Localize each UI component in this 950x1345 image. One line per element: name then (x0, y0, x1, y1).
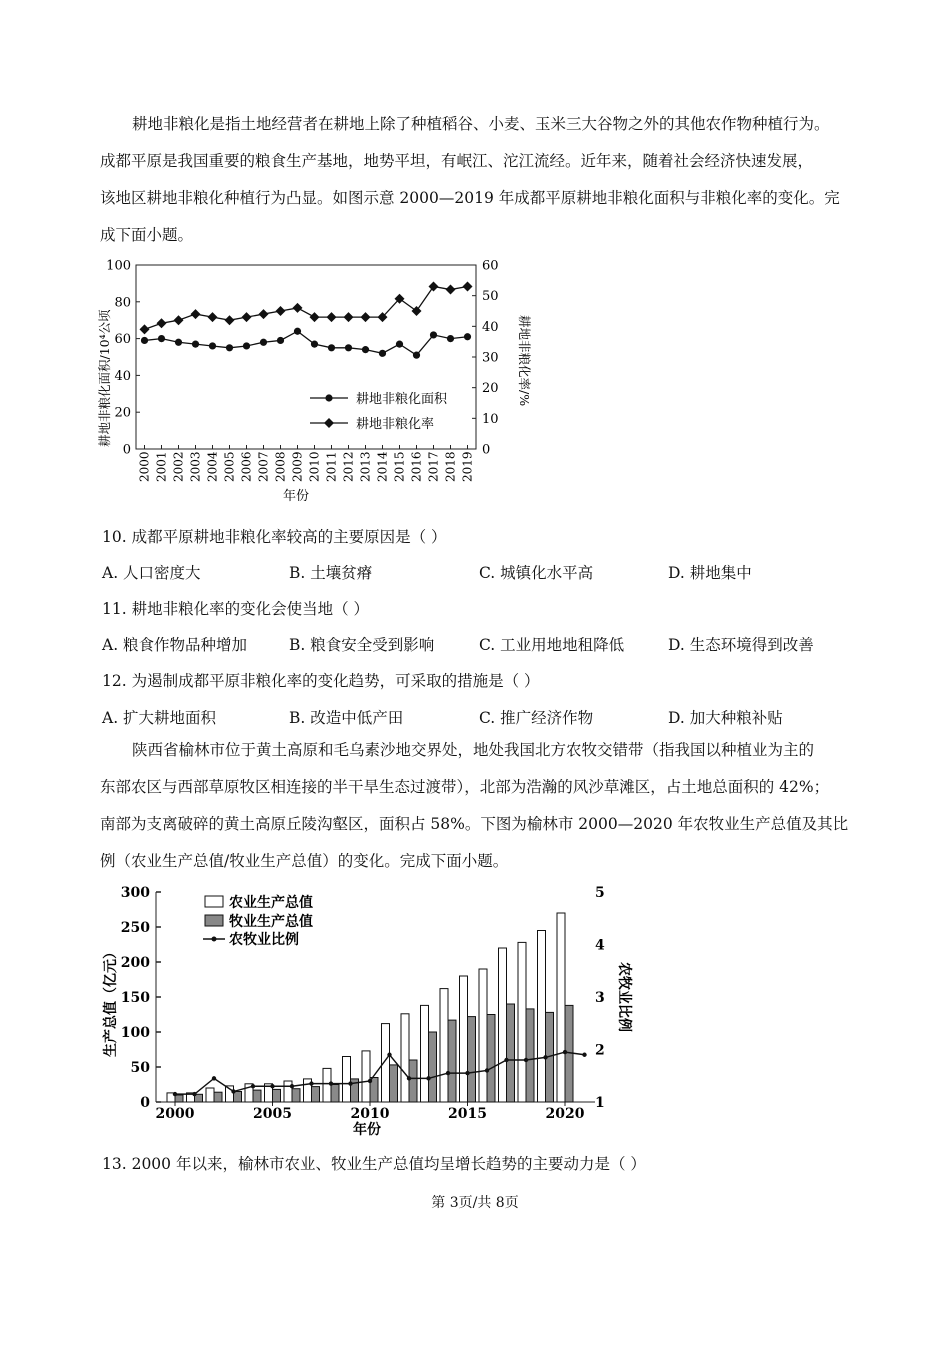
agri-bar (421, 1005, 429, 1102)
y-tick-label: 20 (114, 405, 131, 421)
x-tick-label: 2010 (350, 1106, 390, 1122)
pasture-bar (214, 1092, 222, 1102)
x-tick-label: 2011 (324, 451, 339, 482)
x-tick-label: 2005 (253, 1106, 292, 1122)
area-point (328, 344, 335, 351)
y-tick-label: 200 (120, 955, 150, 971)
pasture-bar (468, 1017, 476, 1102)
x-tick-label: 2017 (426, 451, 441, 482)
rate-point (293, 303, 303, 313)
area-point (430, 331, 437, 338)
y2-tick-label: 1 (595, 1095, 605, 1111)
rate-point (429, 281, 439, 291)
y-tick-label: 0 (122, 442, 131, 458)
x-tick-label: 2009 (290, 451, 305, 482)
rate-point (208, 312, 218, 322)
y-tick-label: 40 (114, 368, 131, 384)
area-point (277, 337, 284, 344)
agri-bar (362, 1051, 370, 1102)
pasture-bar (448, 1020, 456, 1102)
pasture-bar (487, 1015, 495, 1103)
x-tick-label: 2007 (256, 451, 271, 482)
ratio-point (270, 1084, 274, 1088)
x-tick-label: 2014 (375, 451, 390, 482)
ratio-point (212, 1076, 216, 1080)
q11-option-c[interactable]: C. 工业用地地租降低 (479, 636, 625, 654)
x-tick-label: 2013 (358, 451, 373, 482)
rate-point (276, 306, 286, 316)
passage-2-line-4: 例（农业生产总值/牧业生产总值）的变化。完成下面小题。 (100, 852, 509, 870)
chart-2-yulin-output (95, 882, 645, 1140)
agri-bar (479, 969, 487, 1102)
legend-area-label: 耕地非粮化面积 (356, 392, 448, 407)
ratio-point (251, 1084, 255, 1088)
chart-2-ylabel-right: 农牧业比例 (616, 962, 632, 1032)
pasture-bar (526, 1009, 534, 1102)
pasture-bar (409, 1060, 417, 1102)
pasture-bar (253, 1090, 261, 1102)
ratio-point (173, 1092, 177, 1096)
rate-point (344, 312, 354, 322)
passage-1-line-3: 该地区耕地非粮化种植行为凸显。如图示意 2000—2019 年成都平原耕地非粮化面积与非粮化率的变化。完 (100, 189, 840, 207)
passage-1-line-1: 耕地非粮化是指土地经营者在耕地上除了种植稻谷、小麦、玉米三大谷物之外的其他农作物种植行为。 (132, 115, 830, 133)
pasture-bar (175, 1095, 183, 1102)
passage-2-line-3: 南部为支离破碎的黄土高原丘陵沟壑区，面积占 58%。下图为榆林市 2000—2020 年农牧业生产总值及其比 (100, 815, 849, 833)
ratio-point (192, 1092, 196, 1096)
rate-point (310, 312, 320, 322)
x-tick-label: 2018 (443, 451, 458, 482)
q10-option-b[interactable]: B. 土壤贫瘠 (289, 564, 373, 582)
x-tick-label: 2012 (341, 451, 356, 482)
agri-bar (499, 948, 507, 1102)
q12-option-d[interactable]: D. 加大种粮补贴 (668, 709, 783, 727)
area-point (243, 342, 250, 349)
area-point (396, 341, 403, 348)
y2-tick-label: 60 (482, 258, 499, 274)
agri-bar (518, 942, 526, 1102)
area-point (345, 344, 352, 351)
ratio-point (329, 1081, 333, 1085)
x-tick-label: 2019 (460, 451, 475, 482)
legend-agri-label: 农业生产总值 (229, 895, 313, 911)
y-tick-label: 250 (120, 920, 150, 936)
x-tick-label: 2003 (188, 451, 203, 482)
ratio-point (524, 1058, 528, 1062)
y2-tick-label: 0 (482, 442, 491, 458)
pasture-bar (331, 1085, 339, 1103)
area-point (379, 350, 386, 357)
rate-point (327, 312, 337, 322)
y-tick-label: 150 (120, 990, 150, 1006)
chart-1-xlabel: 年份 (282, 489, 310, 504)
ratio-point (348, 1081, 352, 1085)
legend-ratio-label: 农牧业比例 (229, 932, 299, 948)
ratio-point (485, 1068, 489, 1072)
legend-rate-label: 耕地非粮化率 (356, 417, 435, 432)
rate-point (174, 315, 184, 325)
area-point (362, 346, 369, 353)
chart-1-farmland-non-grain (95, 255, 535, 510)
chart-1-ylabel-right: 耕地非粮化率/% (517, 315, 532, 407)
x-tick-label: 2010 (307, 451, 322, 482)
rate-point (157, 318, 167, 328)
q12-option-c[interactable]: C. 推广经济作物 (479, 709, 594, 727)
legend-pasture-label: 牧业生产总值 (229, 914, 313, 930)
x-tick-label: 2000 (137, 451, 152, 482)
x-tick-label: 2020 (545, 1106, 585, 1122)
q12-option-a[interactable]: A. 扩大耕地面积 (102, 709, 217, 727)
agri-bar (206, 1088, 214, 1102)
q12-option-b[interactable]: B. 改造中低产田 (289, 709, 404, 727)
y2-tick-label: 40 (482, 319, 499, 335)
y2-tick-label: 30 (482, 350, 499, 366)
area-point (413, 352, 420, 359)
area-point (192, 341, 199, 348)
question-12-stem: 12. 为遏制成都平原非粮化率的变化趋势，可采取的措施是（ ） (102, 672, 540, 690)
y2-tick-label: 10 (482, 411, 499, 427)
chart-2-legend (203, 894, 313, 948)
agri-bar (538, 931, 546, 1103)
pasture-bar (292, 1089, 300, 1102)
passage-2-line-2: 东部农区与西部草原牧区相连接的半干旱生态过渡带），北部为浩瀚的风沙草滩区，占土地总面积的 42%； (100, 778, 830, 796)
area-point (141, 337, 148, 344)
ratio-point (290, 1084, 294, 1088)
x-tick-label: 2001 (154, 451, 169, 482)
chart-2-xlabel: 年份 (353, 1122, 381, 1138)
q11-option-b[interactable]: B. 粮食安全受到影响 (289, 636, 435, 654)
area-point (175, 339, 182, 346)
question-11-stem: 11. 耕地非粮化率的变化会使当地（ ） (102, 600, 370, 618)
q10-option-c[interactable]: C. 城镇化水平高 (479, 564, 594, 582)
rate-point (191, 309, 201, 319)
agri-bar (284, 1081, 292, 1102)
q10-option-d[interactable]: D. 耕地集中 (668, 564, 752, 582)
question-10-stem: 10. 成都平原耕地非粮化率较高的主要原因是（ ） (102, 528, 447, 546)
y2-tick-label: 50 (482, 289, 499, 305)
rate-point (412, 306, 422, 316)
y2-tick-label: 20 (482, 381, 499, 397)
ratio-point (465, 1071, 469, 1075)
rate-point (242, 312, 252, 322)
pasture-bar (273, 1089, 281, 1102)
y-tick-label: 300 (120, 885, 150, 901)
question-13-stem: 13. 2000 年以来，榆林市农业、牧业生产总值均呈增长趋势的主要动力是（ ） (102, 1155, 646, 1173)
rate-point (463, 281, 473, 291)
agri-bar (401, 1014, 409, 1102)
legend-area-marker (325, 394, 332, 401)
y2-tick-label: 5 (595, 885, 605, 901)
ratio-point (504, 1058, 508, 1062)
area-point (311, 341, 318, 348)
y2-tick-label: 3 (595, 990, 605, 1006)
x-tick-label: 2008 (273, 451, 288, 482)
chart-2-ylabel-left: 生产总值（亿元） (103, 945, 119, 1057)
ratio-point (563, 1050, 567, 1054)
rate-point (225, 315, 235, 325)
ratio-point (231, 1089, 235, 1093)
y-tick-label: 0 (140, 1095, 150, 1111)
x-tick-label: 2006 (239, 451, 254, 482)
legend-pasture-swatch (205, 915, 223, 926)
y2-tick-label: 2 (595, 1042, 605, 1059)
ratio-point (582, 1053, 586, 1057)
page-footer: 第 3页/共 8页 (431, 1195, 519, 1211)
pasture-bar (312, 1087, 320, 1102)
x-tick-label: 2015 (448, 1106, 487, 1122)
area-point (158, 335, 165, 342)
ratio-point (407, 1076, 411, 1080)
pasture-bar (429, 1032, 437, 1102)
passage-2-line-1: 陕西省榆林市位于黄土高原和毛乌素沙地交界处，地处我国北方农牧交错带（指我国以种植业为主的 (132, 741, 815, 759)
legend-ratio-marker (212, 937, 217, 942)
q11-option-a[interactable]: A. 粮食作物品种增加 (102, 636, 248, 654)
y2-tick-label: 4 (595, 937, 605, 954)
agri-bar (440, 989, 448, 1102)
ratio-point (543, 1055, 547, 1059)
ratio-point (446, 1071, 450, 1075)
q10-option-a[interactable]: A. 人口密度大 (102, 564, 201, 582)
agri-bar (557, 913, 565, 1102)
y-tick-label: 80 (114, 295, 131, 311)
agri-bar (343, 1057, 351, 1103)
area-point (226, 344, 233, 351)
x-tick-label: 2002 (171, 451, 186, 482)
passage-1-line-2: 成都平原是我国重要的粮食生产基地，地势平坦，有岷江、沱江流经。近年来，随着社会经济快速发展， (100, 152, 814, 170)
legend-rate-marker (324, 418, 334, 428)
pasture-bar (507, 1004, 515, 1102)
pasture-bar (390, 1065, 398, 1102)
x-tick-label: 2004 (205, 451, 220, 482)
rate-point (140, 324, 150, 334)
area-point (260, 339, 267, 346)
legend-agri-swatch (205, 896, 223, 907)
chart-1-legend (310, 391, 448, 432)
rate-point (361, 312, 371, 322)
y-tick-label: 50 (130, 1060, 150, 1076)
series-rate-line (145, 286, 468, 329)
q11-option-d[interactable]: D. 生态环境得到改善 (668, 636, 814, 654)
x-tick-label: 2016 (409, 451, 424, 482)
chart-1-ylabel-left: 耕地非粮化面积/10⁴公顷 (97, 309, 112, 447)
rate-point (259, 309, 269, 319)
ratio-point (368, 1079, 372, 1083)
x-tick-label: 2005 (222, 451, 237, 482)
area-point (447, 335, 454, 342)
area-point (464, 333, 471, 340)
area-point (209, 342, 216, 349)
rate-point (446, 285, 456, 295)
ratio-point (387, 1053, 391, 1057)
y-tick-label: 100 (106, 258, 131, 274)
area-point (294, 328, 301, 335)
passage-1-line-4: 成下面小题。 (100, 226, 194, 244)
ratio-point (309, 1081, 313, 1085)
x-tick-label: 2015 (392, 451, 407, 482)
x-tick-label: 2000 (155, 1106, 195, 1122)
ratio-point (426, 1076, 430, 1080)
agri-bar (460, 976, 468, 1102)
y-tick-label: 100 (120, 1025, 150, 1041)
y-tick-label: 60 (114, 332, 131, 348)
